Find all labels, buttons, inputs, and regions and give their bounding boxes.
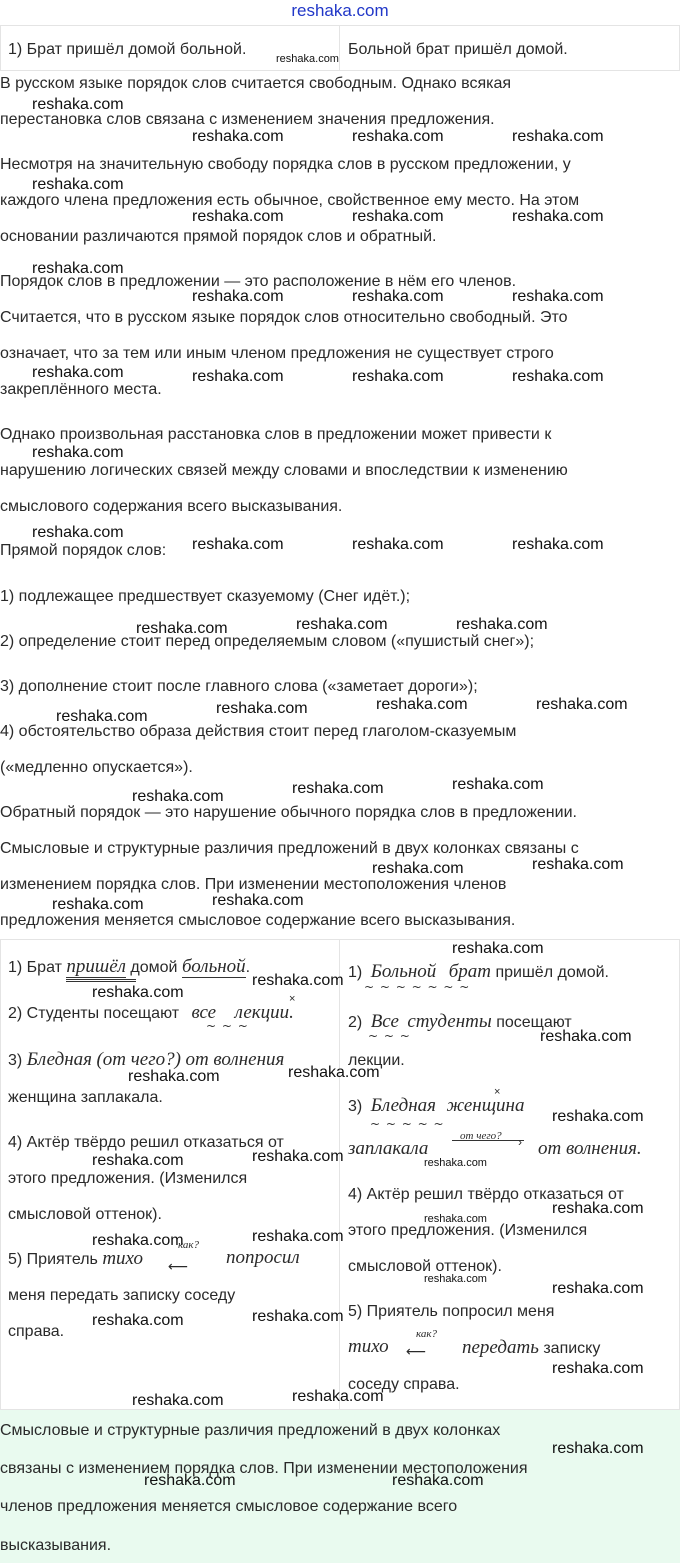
top-table-divider — [339, 25, 340, 71]
paragraph-line: В русском языке порядок слов считается свободным. Однако всякая — [0, 75, 512, 92]
watermark: reshaka.com — [532, 856, 624, 873]
right-sentence-2: 2) Все студенты посещают — [348, 1011, 572, 1032]
predicate-word: пришёл — [66, 956, 126, 980]
right-sentence-5-line1: 5) Приятель попросил меня — [348, 1303, 555, 1320]
watermark: reshaka.com — [132, 788, 224, 805]
wavy-underline: ~ ~ ~ ~ ~ ~ ~ — [364, 980, 471, 994]
watermark: reshaka.com — [132, 1392, 224, 1409]
underline-mark — [66, 979, 136, 982]
watermark: reshaka.com — [192, 368, 284, 385]
right-sentence-5-line2: передать записку — [462, 1337, 601, 1358]
left-sentence-2: 2) Студенты посещают все лекции. — [8, 1002, 294, 1023]
watermark: reshaka.com — [512, 128, 604, 145]
top-table-right-cell: Больной брат пришёл домой. — [348, 41, 568, 58]
watermark: reshaka.com — [56, 708, 148, 725]
watermark: reshaka.com — [32, 260, 124, 277]
paragraph-line: Несмотря на значительную свободу порядка слов в русском предложении, у — [0, 156, 571, 173]
watermark: reshaka.com — [456, 616, 548, 633]
paragraph-line: Порядок слов в предложении — это расположение в нём его членов. — [0, 273, 517, 290]
watermark: reshaka.com — [292, 780, 384, 797]
watermark: reshaka.com — [192, 208, 284, 225]
adverb-word: тихо — [348, 1336, 389, 1357]
arrow-left-icon: ⟵ — [168, 1258, 189, 1274]
list-item: 2) определение стоит перед определяемым словом («пушистый снег»); — [0, 633, 535, 650]
watermark: reshaka.com — [552, 1200, 644, 1217]
site-title[interactable]: reshaka.com — [291, 1, 389, 20]
conclusion-line: членов предложения меняется смысловое содержание всего — [0, 1498, 458, 1515]
paragraph-line: предложения меняется смысловое содержание всего высказывания. — [0, 912, 516, 929]
watermark: reshaka.com — [352, 368, 444, 385]
watermark: reshaka.com — [552, 1440, 644, 1457]
list-item: 1) подлежащее предшествует сказуемому (Снег идёт.); — [0, 588, 411, 605]
watermark: reshaka.com — [452, 940, 544, 957]
right-sentence-4-line: этого предложения. (Изменился — [348, 1222, 588, 1239]
arrow-right-icon — [452, 1140, 524, 1141]
conclusion-line: связаны с изменением порядка слов. При изменении местоположения — [0, 1460, 528, 1477]
watermark: reshaka.com — [512, 536, 604, 553]
paragraph-line: каждого члена предложения есть обычное, свойственное ему место. На этом — [0, 192, 580, 209]
paragraph-line: закреплённого места. — [0, 381, 162, 398]
watermark: reshaka.com — [252, 1308, 344, 1325]
left-sentence-5-line3: справа. — [8, 1323, 65, 1340]
watermark: reshaka.com — [192, 536, 284, 553]
watermark: reshaka.com — [512, 288, 604, 305]
wavy-underline: ~ ~ ~ — [368, 1029, 411, 1043]
watermark: reshaka.com — [536, 696, 628, 713]
left-sentence-4-line: 4) Актёр твёрдо решил отказаться от — [8, 1134, 284, 1151]
left-sentence-4-line: смысловой оттенок). — [8, 1206, 162, 1223]
wavy-underline: ~ ~ ~ — [206, 1019, 249, 1033]
watermark: reshaka.com — [552, 1360, 644, 1377]
conclusion-line: Смысловые и структурные различия предложений в двух колонках — [0, 1422, 501, 1439]
conclusion-line: высказывания. — [0, 1537, 112, 1554]
paragraph-line: смыслового содержания всего высказывания. — [0, 498, 343, 515]
list-item: 3) дополнение стоит после главного слова («заметает дороги»); — [0, 678, 478, 695]
cross-mark: × — [494, 1086, 501, 1098]
watermark: reshaka.com — [392, 1472, 484, 1489]
watermark: reshaka.com — [252, 972, 344, 989]
predicate-word: попросил — [226, 1247, 300, 1268]
watermark: reshaka.com — [32, 524, 124, 541]
paragraph-line: перестановка слов связана с изменением значения предложения. — [0, 111, 495, 128]
watermark-small: reshaka.com — [424, 1157, 487, 1169]
watermark: reshaka.com — [376, 696, 468, 713]
watermark: reshaka.com — [452, 776, 544, 793]
watermark: reshaka.com — [92, 1232, 184, 1249]
watermark: reshaka.com — [136, 620, 228, 637]
watermark-small: reshaka.com — [424, 1273, 487, 1285]
watermark: reshaka.com — [52, 896, 144, 913]
watermark: reshaka.com — [212, 892, 304, 909]
right-sentence-1: 1) Больной брат пришёл домой. — [348, 961, 609, 982]
paragraph-line: основании различаются прямой порядок слов и обратный. — [0, 228, 437, 245]
watermark: reshaka.com — [128, 1068, 220, 1085]
watermark: reshaka.com — [296, 616, 388, 633]
right-sentence-4-line: смысловой оттенок). — [348, 1258, 502, 1275]
paragraph-line: Смысловые и структурные различия предложений в двух колонках связаны с — [0, 840, 579, 857]
paragraph-line: изменением порядка слов. При изменении местоположения членов — [0, 876, 507, 893]
paragraph-line: Считается, что в русском языке порядок слов относительно свободный. Это — [0, 309, 568, 326]
left-sentence-3-line2: женщина заплакала. — [8, 1089, 163, 1106]
watermark: reshaka.com — [92, 984, 184, 1001]
watermark: reshaka.com — [92, 1312, 184, 1329]
paragraph-line: Однако произвольная расстановка слов в предложении может привести к — [0, 426, 552, 443]
predicate-word: больной — [181, 956, 246, 977]
watermark: reshaka.com — [252, 1228, 344, 1245]
direct-order-heading: Прямой порядок слов: — [0, 542, 167, 559]
cross-mark: × — [289, 993, 296, 1005]
watermark: reshaka.com — [352, 288, 444, 305]
left-sentence-4-line: этого предложения. (Изменился — [8, 1170, 248, 1187]
left-sentence-3: 3) Бледная (от чего?) от волнения — [8, 1049, 285, 1070]
paragraph-line: означает, что за тем или иным членом предложения не существует строго — [0, 345, 554, 362]
right-sentence-3: 3) Бледная женщина — [348, 1095, 525, 1116]
top-table-left-cell: 1) Брат пришёл домой больной. — [8, 41, 247, 58]
list-item: («медленно опускается»). — [0, 759, 193, 776]
watermark: reshaka.com — [32, 176, 124, 193]
question-label: как? — [178, 1239, 200, 1251]
watermark: reshaka.com — [32, 444, 124, 461]
watermark: reshaka.com — [144, 1472, 236, 1489]
paragraph-line: Обратный порядок — это нарушение обычного порядка слов в предложении. — [0, 804, 577, 821]
watermark: reshaka.com — [192, 128, 284, 145]
watermark: reshaka.com — [292, 1388, 384, 1405]
watermark-small: reshaka.com — [424, 1213, 487, 1225]
wavy-underline: ~ ~ ~ ~ ~ — [370, 1117, 445, 1131]
right-sentence-2-line2: лекции. — [348, 1052, 405, 1069]
watermark-small: reshaka.com — [276, 53, 339, 65]
watermark: reshaka.com — [552, 1108, 644, 1125]
watermark: reshaka.com — [552, 1280, 644, 1297]
watermark: reshaka.com — [288, 1064, 380, 1081]
left-sentence-5: 5) Приятель тихо — [8, 1248, 143, 1269]
watermark: reshaka.com — [352, 208, 444, 225]
watermark: reshaka.com — [216, 700, 308, 717]
watermark: reshaka.com — [32, 364, 124, 381]
right-sentence-4-line: 4) Актёр решил твёрдо отказаться от — [348, 1186, 624, 1203]
left-sentence-5-line2: меня передать записку соседу — [8, 1287, 236, 1304]
question-label: от чего? — [460, 1130, 502, 1142]
watermark: reshaka.com — [92, 1152, 184, 1169]
watermark: reshaka.com — [512, 368, 604, 385]
list-item: 4) обстоятельство образа действия стоит перед глаголом-сказуемым — [0, 723, 517, 740]
watermark: reshaka.com — [252, 1148, 344, 1165]
watermark: reshaka.com — [352, 536, 444, 553]
arrow-head: › — [518, 1135, 522, 1149]
paragraph-line: нарушению логических связей между словами и впоследствии к изменению — [0, 462, 568, 479]
right-sentence-5-line3: соседу справа. — [348, 1376, 460, 1393]
watermark: reshaka.com — [352, 128, 444, 145]
comparison-table-divider — [339, 939, 340, 1410]
arrow-left-icon: ⟵ — [406, 1343, 427, 1359]
watermark: reshaka.com — [540, 1028, 632, 1045]
left-sentence-1: 1) Брат пришёл домой больной. — [8, 957, 250, 977]
watermark: reshaka.com — [372, 860, 464, 877]
adverbial-phrase: от волнения. — [538, 1138, 642, 1159]
predicate-word: заплакала — [348, 1138, 429, 1159]
question-label: как? — [416, 1328, 438, 1340]
watermark: reshaka.com — [512, 208, 604, 225]
watermark: reshaka.com — [32, 96, 124, 113]
watermark: reshaka.com — [192, 288, 284, 305]
